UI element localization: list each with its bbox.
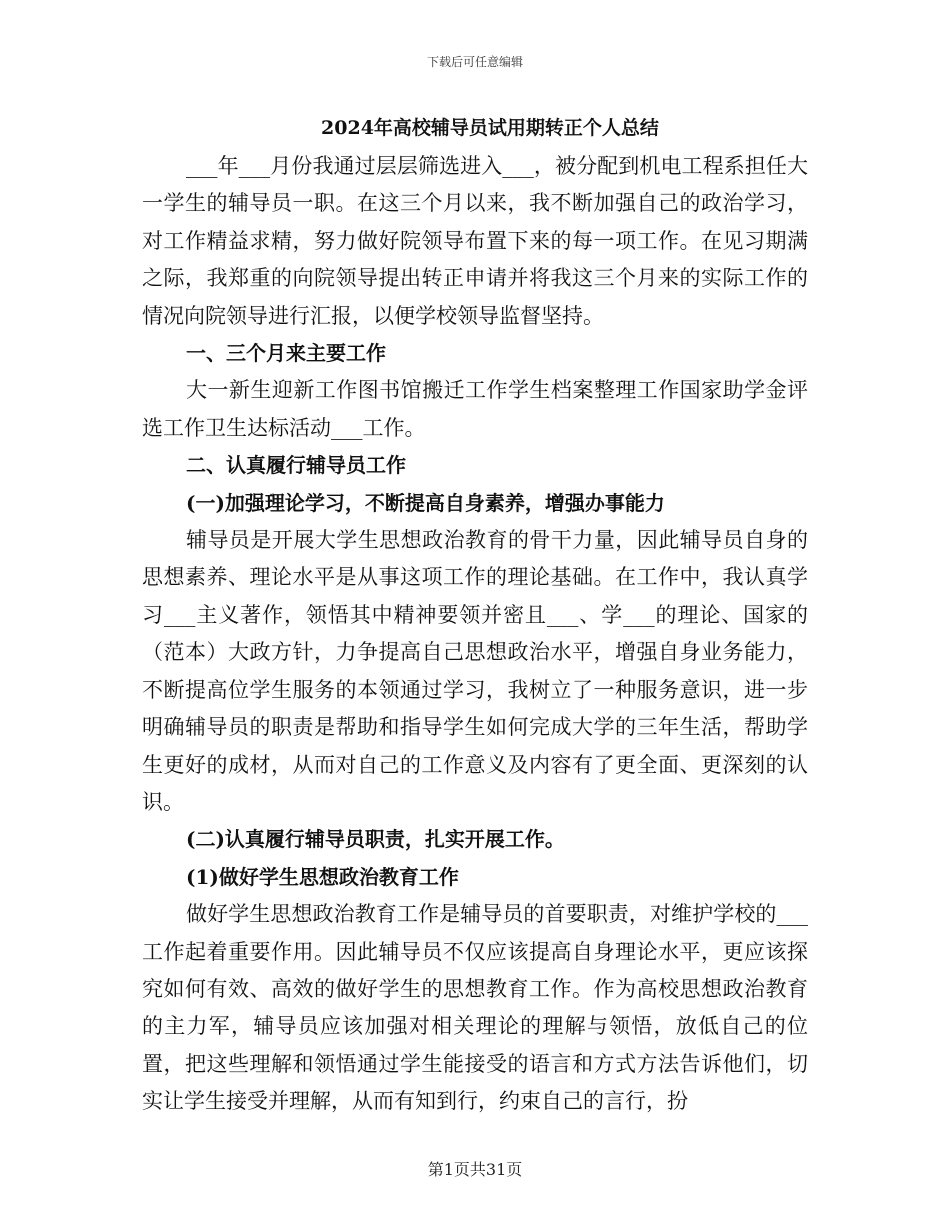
paragraph-ideological-education: 做好学生思想政治教育工作是辅导员的首要职责，对维护学校的___工作起着重要作用。因此辅导员不仅应该提高自身理论水平，更应该探究如何有效、高效的做好学生的思想教育工作。作为高校思想政治教育的主力军，辅导员应该加强对相关理论的理解与领悟，放低自己的位置，把这些理解和领悟通过学生能接受的语言和方式方法告诉他们，切实让学生接受并理解，从而有知到行，约束自己的言行，扮	[142, 902, 808, 1114]
subsection-heading-2-1: (一)加强理论学习，不断提高自身素养，增强办事能力	[186, 490, 665, 515]
paragraph-main-work: 大一新生迎新工作图书馆搬迁工作学生档案整理工作国家助学金评选工作卫生达标活动___工作。	[142, 378, 808, 440]
paragraph-intro: ___年___月份我通过层层筛选进入___，被分配到机电工程系担任大一学生的辅导员一职。在这三个月以来，我不断加强自己的政治学习，对工作精益求精，努力做好院领导布置下来的每一项工作。在见习期满之际，我郑重的向院领导提出转正申请并将我这三个月来的实际工作的情况向院领导进行汇报，以便学校领导监督坚持。	[142, 154, 808, 328]
page-header: 下载后可任意编辑	[426, 55, 523, 69]
paragraph-theory-study: 辅导员是开展大学生思想政治教育的骨干力量，因此辅导员自身的思想素养、理论水平是从事这项工作的理论基础。在工作中，我认真学习___主义著作，领悟其中精神要领并密且___、学___的理论、国家的（范本）大政方针，力争提高自己思想政治水平，增强自身业务能力，不断提高位学生服务的本领通过学习，我树立了一种服务意识，进一步明确辅导员的职责是帮助和指导学生如何完成大学的三年生活，帮助学生更好的成材，从而对自己的工作意义及内容有了更全面、更深刻的认识。	[142, 528, 808, 814]
section-heading-2: 二、认真履行辅导员工作	[186, 453, 406, 478]
document-title: 2024年高校辅导员试用期转正个人总结	[321, 117, 659, 139]
document-body	[142, 108, 808, 1121]
subsection-heading-2-2: (二)认真履行辅导员职责，扎实开展工作。	[186, 827, 565, 852]
section-heading-1: 一、三个月来主要工作	[186, 341, 386, 366]
subsection-heading-2-2-1: (1)做好学生思想政治教育工作	[186, 864, 459, 889]
page-number-footer: 第1页共31页	[427, 1160, 523, 1179]
